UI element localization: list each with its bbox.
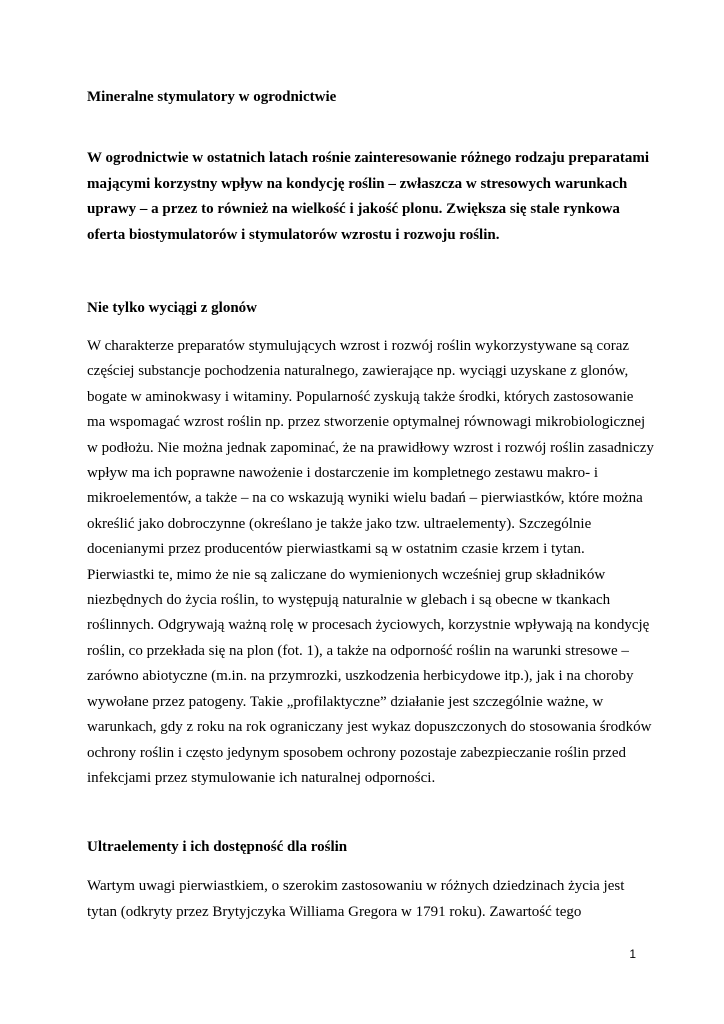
paragraph-line: infekcjami przez stymulowanie ich naturalnej odporności. [87,769,436,786]
section-heading-glony: Nie tylko wyciągi z glonów [87,300,257,316]
paragraph-line: docenianymi przez producentów pierwiastkami są w ostatnim czasie krzem i tytan. [87,541,585,558]
paragraph-line: W charakterze preparatów stymulujących wzrost i rozwój roślin wykorzystywane są coraz [87,338,630,354]
paragraph-line: ma wspomagać wzrost roślin np. przez stworzenie optymalnej równowagi mikrobiologicznej [87,414,646,431]
paragraph-line: ochrony roślin i często jedynym sposobem ochrony pozostaje zabezpieczanie roślin przed [87,744,626,761]
paragraph-line: wywołane przez patogeny. Takie „profilaktyczne” działanie jest szczególnie ważne, w [87,693,604,710]
paragraph-line: tytan (odkryty przez Brytyjczyka Williama Gregora w 1791 roku). Zawartość tego [87,903,582,920]
paragraph-line: częściej substancje pochodzenia naturalnego, zawierające np. wyciągi uzyskane z glonów, [87,363,629,380]
lead-line: W ogrodnictwie w ostatnich latach rośnie zainteresowanie różnego rodzaju preparatami [87,150,650,166]
paragraph-line: Pierwiastki te, mimo że nie są zaliczane do wymienionych wcześniej grup składników [87,566,606,583]
paragraph-line: Wartym uwagi pierwiastkiem, o szerokim zastosowaniu w różnych dziedzinach życia jest [87,878,625,894]
paragraph-line: warunkach, gdy z roku na rok ograniczany jest wykaz dopuszczonych do stosowania środków [87,719,652,736]
paragraph-line: bogate w aminokwasy i witaminy. Popularność zyskują także środki, których zastosowanie [87,388,634,405]
paragraph-line: niezbędnych do życia roślin, to występują naturalnie w glebach i są obecne w tkankach [87,592,611,609]
paragraph-line: zarówno abiotyczne (m.in. na przymrozki, uszkodzenia herbicydowe itp.), jak i na choroby [87,668,634,685]
section-paragraph-glony [87,334,654,791]
paragraph-line: roślinnych. Odgrywają ważną rolę w procesach życiowych, korzystnie wpływają na kondycję [87,617,650,634]
lead-line: oferta biostymulatorów i stymulatorów wzrostu i rozwoju roślin. [87,226,500,243]
document-title: Mineralne stymulatory w ogrodnictwie [87,89,337,105]
page-number: 1 [629,947,636,961]
lead-line: uprawy – a przez to również na wielkość i jakość plonu. Zwiększa się stale rynkowa [87,201,620,218]
paragraph-line: w podłożu. Nie można jednak zapominać, że na prawidłowy wzrost i rozwój roślin zasadniczy [87,439,654,456]
lead-paragraph [87,146,650,248]
paragraph-line: roślin, co przekłada się na plon (fot. 1), a także na odporność roślin na warunki stresowe – [87,642,629,659]
section-paragraph-ultraelementy [87,874,647,925]
paragraph-line: określić jako dobroczynne (określano je także jako tzw. ultraelementy). Szczególnie [87,515,592,532]
section-heading-ultraelementy: Ultraelementy i ich dostępność dla roślin [87,839,348,855]
lead-line: mającymi korzystny wpływ na kondycję roślin – zwłaszcza w stresowych warunkach [87,175,628,192]
paragraph-line: wpływ ma ich poprawne nawożenie i dostarczenie im kompletnego zestawu makro- i [87,465,599,482]
paragraph-line: mikroelementów, a także – na co wskazują wyniki wielu badań – pierwiastków, które można [87,490,643,507]
